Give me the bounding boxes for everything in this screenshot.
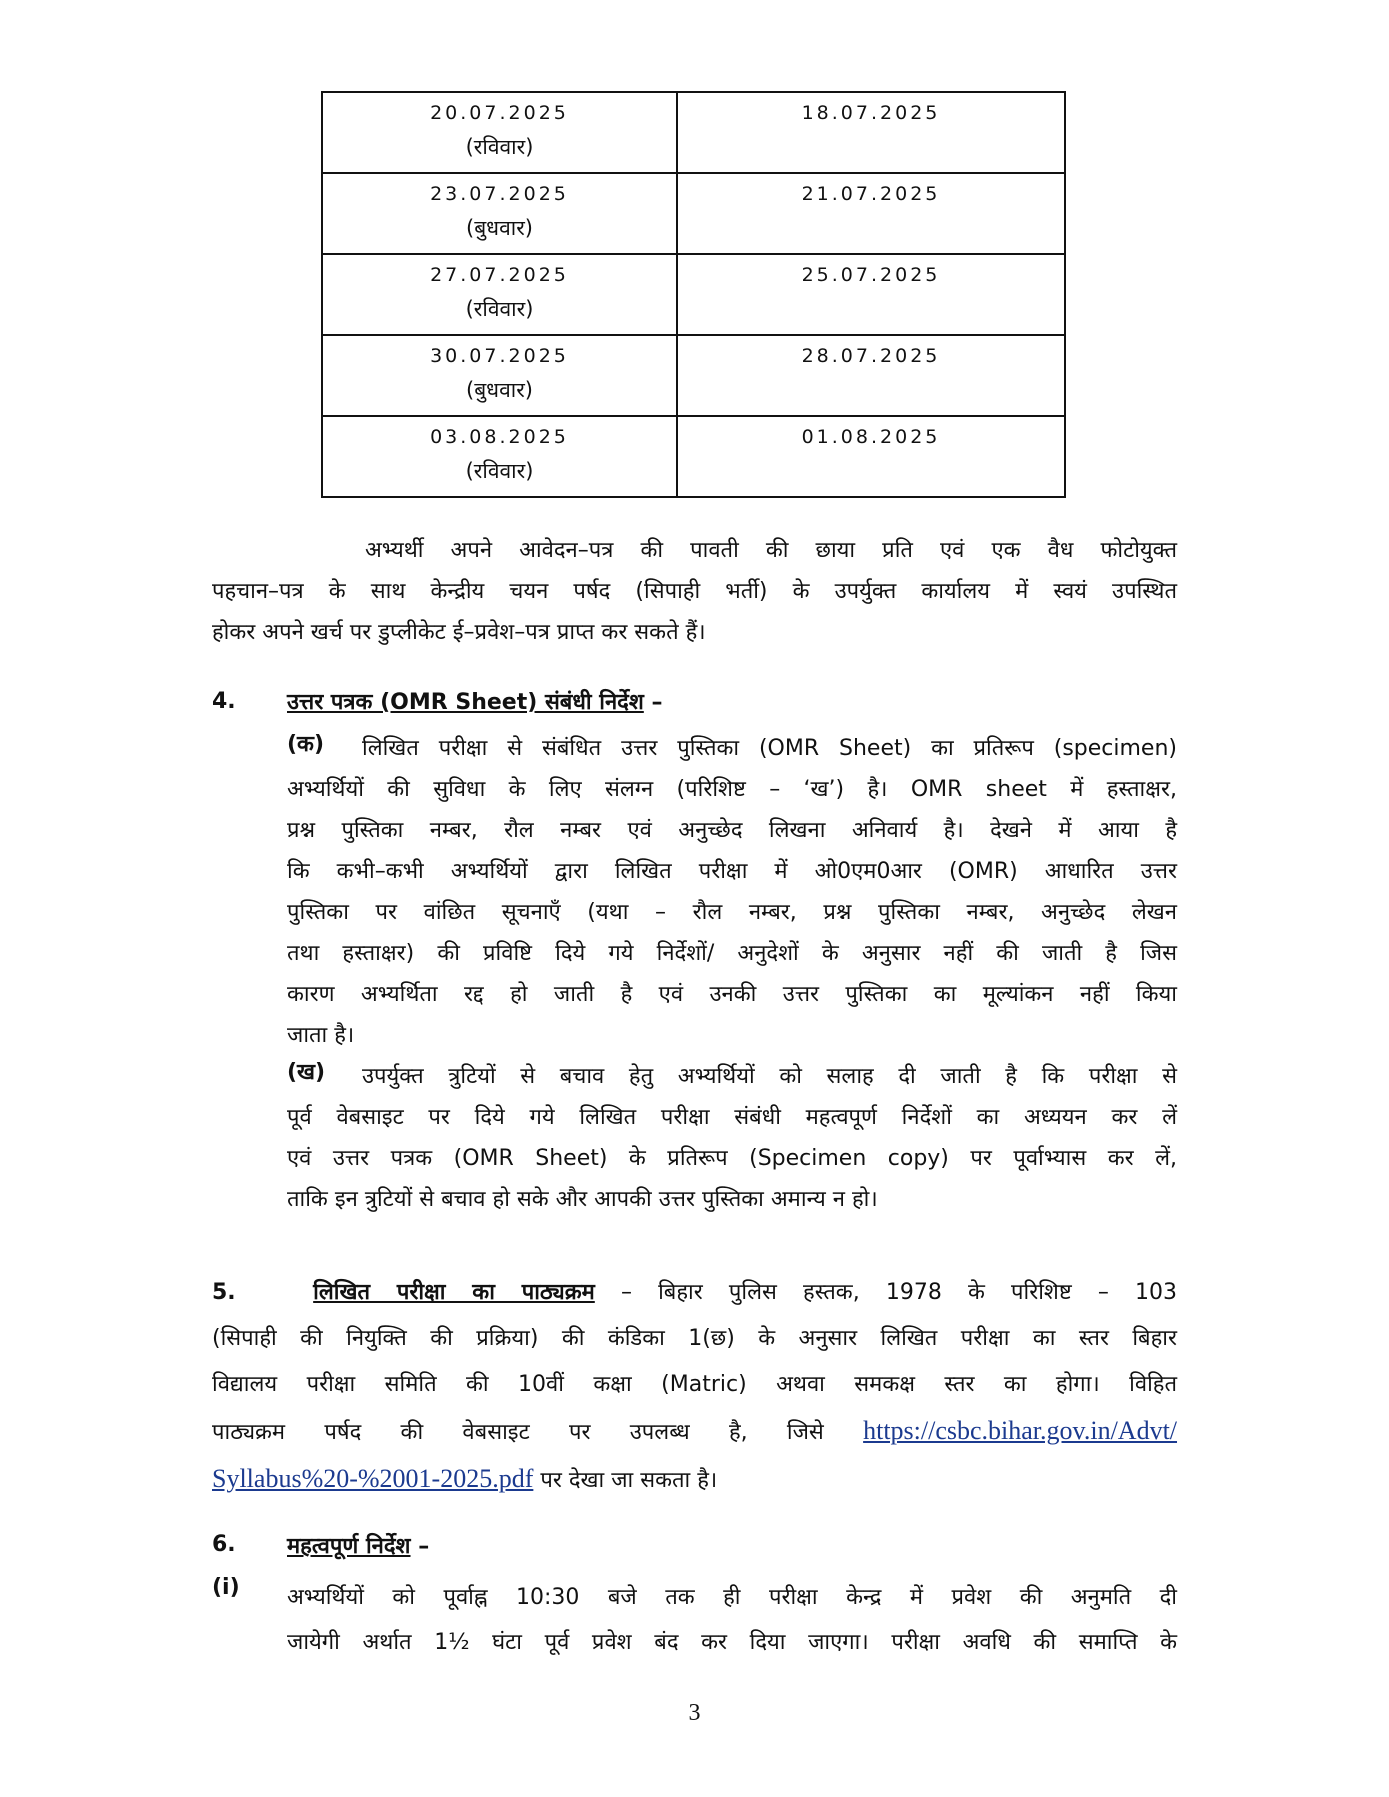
table-cell: [322, 335, 677, 416]
section-5-line1-rest: – बिहार पुलिस हस्तक, 1978 के परिशिष्ट – 103: [620, 1280, 1178, 1305]
section-6-heading: [287, 1530, 429, 1560]
section-4-title: उत्तर पत्रक (OMR Sheet) संबंधी निर्देश: [287, 690, 644, 715]
exam-date: 03.08.2025: [430, 426, 569, 448]
section-5-number: 5.: [212, 1280, 236, 1305]
syllabus-link-part1[interactable]: https://csbc.bihar.gov.in/Advt/: [863, 1416, 1178, 1445]
item-kha-label: (ख): [287, 1060, 326, 1085]
text-line: कि कभी–कभी अभ्यर्थियों द्वारा लिखित परीक्षा में ओ0एम0आर (OMR) आधारित उत्तर: [287, 859, 1177, 884]
section-5-line4-text: पाठ्यक्रम पर्षद की वेबसाइट पर उपलब्ध है, जिसे: [212, 1420, 824, 1445]
item-kha-paragraph: [287, 1056, 1177, 1220]
table-cell: [322, 173, 677, 254]
issue-date: 01.08.2025: [801, 426, 941, 448]
text-line: जायेगी अर्थात 1½ घंटा पूर्व प्रवेश बंद कर दिया जाएगा। परीक्षा अवधि की समाप्ति के: [287, 1630, 1177, 1655]
table-row: [322, 254, 1065, 335]
exam-day: (बुधवार): [466, 378, 533, 402]
section-5-line5-rest: पर देखा जा सकता है।: [540, 1468, 718, 1493]
date-table: [321, 91, 1066, 498]
text-line: विद्यालय परीक्षा समिति की 10वीं कक्षा (Matric) अथवा समकक्ष स्तर का होगा। विहित: [212, 1372, 1177, 1397]
exam-date: 30.07.2025: [430, 345, 569, 367]
text-line: पुस्तिका पर वांछित सूचनाएँ (यथा – रौल नम्बर, प्रश्न पुस्तिका नम्बर, अनुच्छेद लेखन: [287, 900, 1177, 925]
exam-date: 23.07.2025: [430, 183, 569, 205]
text-line: [212, 1456, 1177, 1504]
table-row: [322, 416, 1065, 497]
item-i-paragraph: [287, 1575, 1177, 1665]
text-line: उपर्युक्त त्रुटियों से बचाव हेतु अभ्यर्थियों को सलाह दी जाती है कि परीक्षा से: [362, 1064, 1177, 1089]
section-4-number: 4.: [212, 689, 236, 714]
text-line: अभ्यर्थियों को पूर्वाह्न 10:30 बजे तक ही परीक्षा केन्द्र में प्रवेश की अनुमति दी: [287, 1585, 1177, 1610]
exam-date: 20.07.2025: [430, 102, 569, 124]
text-line: कारण अभ्यर्थिता रद्द हो जाती है एवं उनकी उत्तर पुस्तिका का मूल्यांकन नहीं किया: [287, 982, 1177, 1007]
intro-paragraph: [212, 530, 1177, 653]
table-row: [322, 335, 1065, 416]
exam-day: (रविवार): [465, 459, 534, 483]
issue-date: 18.07.2025: [801, 102, 941, 124]
table-row: [322, 92, 1065, 173]
text-line: [212, 1408, 1177, 1456]
text-line: अभ्यर्थियों की सुविधा के लिए संलग्न (परिशिष्ट – ‘ख’) है। OMR sheet में हस्ताक्षर,: [287, 777, 1177, 802]
text-line: जाता है।: [287, 1023, 355, 1048]
section-5-title: लिखित परीक्षा का पाठ्यक्रम: [313, 1280, 595, 1305]
section-6-dash: –: [418, 1534, 430, 1559]
text-line: एवं उत्तर पत्रक (OMR Sheet) के प्रतिरूप (Specimen copy) पर पूर्वाभ्यास कर लें,: [287, 1146, 1177, 1171]
section-4-dash: –: [651, 690, 663, 715]
table-cell: [322, 416, 677, 497]
table-cell: [677, 173, 1065, 254]
section-6-title: महत्वपूर्ण निर्देश: [287, 1534, 411, 1559]
section-6-number: 6.: [212, 1532, 236, 1557]
item-ka-paragraph: [287, 728, 1177, 1056]
text-line: [212, 1270, 1177, 1316]
text-line: प्रश्न पुस्तिका नम्बर, रौल नम्बर एवं अनुच्छेद लिखना अनिवार्य है। देखने में आया है: [287, 818, 1177, 843]
syllabus-link-part2[interactable]: Syllabus%20-%2001-2025.pdf: [212, 1464, 534, 1493]
issue-date: 21.07.2025: [801, 183, 941, 205]
issue-date: 25.07.2025: [801, 264, 941, 286]
issue-date: 28.07.2025: [801, 345, 941, 367]
table-cell: [677, 92, 1065, 173]
page-number: 3: [688, 1700, 701, 1726]
exam-day: (रविवार): [465, 297, 534, 321]
exam-day: (बुधवार): [466, 216, 533, 240]
table-cell: [677, 335, 1065, 416]
text-line: तथा हस्ताक्षर) की प्रविष्टि दिये गये निर्देशों/ अनुदेशों के अनुसार नहीं की जाती है जिस: [287, 941, 1177, 966]
intro-line: होकर अपने खर्च पर डुप्लीकेट ई–प्रवेश–पत्र प्राप्त कर सकते हैं।: [212, 620, 706, 645]
section-4-heading: [287, 686, 662, 716]
intro-line: अभ्यर्थी अपने आवेदन–पत्र की पावती की छाया प्रति एवं एक वैध फोटोयुक्त: [365, 538, 1177, 563]
table-cell: [322, 254, 677, 335]
text-line: (सिपाही की नियुक्ति की प्रक्रिया) की कंडिका 1(छ) के अनुसार लिखित परीक्षा का स्तर बिहार: [212, 1326, 1177, 1351]
table-cell: [677, 254, 1065, 335]
section-5-paragraph: [212, 1270, 1177, 1504]
table-cell: [322, 92, 677, 173]
exam-date: 27.07.2025: [430, 264, 569, 286]
exam-day: (रविवार): [465, 135, 534, 159]
item-i-label: (i): [212, 1575, 240, 1600]
text-line: ताकि इन त्रुटियों से बचाव हो सके और आपकी उत्तर पुस्तिका अमान्य न हो।: [287, 1187, 878, 1212]
item-ka-label: (क): [287, 732, 325, 757]
table-cell: [677, 416, 1065, 497]
table-row: [322, 173, 1065, 254]
intro-line: पहचान–पत्र के साथ केन्द्रीय चयन पर्षद (सिपाही भर्ती) के उपर्युक्त कार्यालय में स्वयं उपस्थित: [212, 579, 1177, 604]
text-line: पूर्व वेबसाइट पर दिये गये लिखित परीक्षा संबंधी महत्वपूर्ण निर्देशों का अध्ययन कर लें: [287, 1105, 1177, 1130]
text-line: लिखित परीक्षा से संबंधित उत्तर पुस्तिका (OMR Sheet) का प्रतिरूप (specimen): [362, 736, 1177, 761]
